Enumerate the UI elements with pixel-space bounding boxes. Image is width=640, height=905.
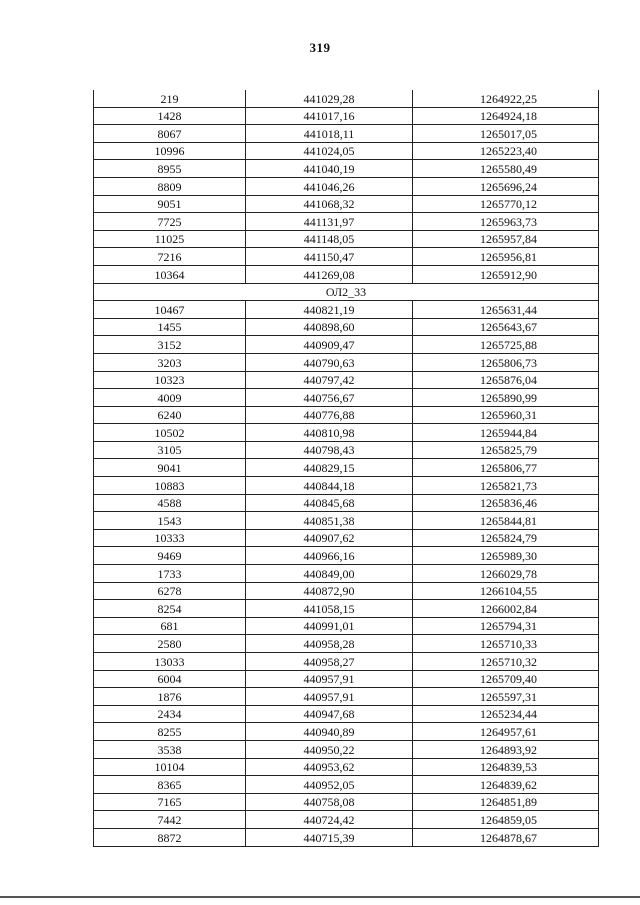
point-number-cell: 6004 <box>94 670 246 688</box>
y-coordinate-cell: 1265580,49 <box>413 160 599 178</box>
y-coordinate-cell: 1265223,40 <box>413 142 599 160</box>
page-number: 319 <box>309 40 331 55</box>
point-number-cell: 1455 <box>94 318 246 336</box>
y-coordinate-cell: 1265844,81 <box>413 512 599 530</box>
table-row <box>94 705 599 723</box>
x-coordinate-cell: 440953,62 <box>246 758 413 776</box>
x-coordinate-cell: 441017,16 <box>246 107 413 125</box>
y-coordinate-cell: 1265806,77 <box>413 459 599 477</box>
point-number-cell: 2580 <box>94 635 246 653</box>
x-coordinate-cell: 440798,43 <box>246 441 413 459</box>
y-coordinate-cell: 1265876,04 <box>413 371 599 389</box>
point-number-cell: 10104 <box>94 758 246 776</box>
point-number-cell: 8255 <box>94 723 246 741</box>
table-row <box>94 670 599 688</box>
x-coordinate-cell: 440950,22 <box>246 740 413 758</box>
x-coordinate-cell: 440715,39 <box>246 828 413 846</box>
table-row <box>94 107 599 125</box>
table-row <box>94 582 599 600</box>
table-row <box>94 688 599 706</box>
point-number-cell: 1543 <box>94 512 246 530</box>
y-coordinate-cell: 1265821,73 <box>413 477 599 495</box>
table-row <box>94 828 599 846</box>
x-coordinate-cell: 441058,15 <box>246 600 413 618</box>
point-number-cell: 3538 <box>94 740 246 758</box>
point-number-cell: 2434 <box>94 705 246 723</box>
y-coordinate-cell: 1265794,31 <box>413 617 599 635</box>
table-row <box>94 353 599 371</box>
y-coordinate-cell: 1265631,44 <box>413 301 599 319</box>
section-header-row <box>94 283 599 301</box>
y-coordinate-cell: 1265956,81 <box>413 248 599 266</box>
point-number-cell: 8067 <box>94 125 246 143</box>
y-coordinate-cell: 1265944,84 <box>413 424 599 442</box>
point-number-cell: 8955 <box>94 160 246 178</box>
point-number-cell: 1876 <box>94 688 246 706</box>
x-coordinate-cell: 441068,32 <box>246 195 413 213</box>
table-row <box>94 600 599 618</box>
x-coordinate-cell: 440957,91 <box>246 688 413 706</box>
coordinates-table <box>93 90 599 847</box>
y-coordinate-cell: 1264851,89 <box>413 793 599 811</box>
point-number-cell: 1428 <box>94 107 246 125</box>
table-row <box>94 177 599 195</box>
point-number-cell: 4588 <box>94 494 246 512</box>
y-coordinate-cell: 1264839,62 <box>413 776 599 794</box>
point-number-cell: 11025 <box>94 230 246 248</box>
x-coordinate-cell: 440940,89 <box>246 723 413 741</box>
table-row <box>94 125 599 143</box>
x-coordinate-cell: 440909,47 <box>246 336 413 354</box>
x-coordinate-cell: 441018,11 <box>246 125 413 143</box>
x-coordinate-cell: 440958,27 <box>246 653 413 671</box>
x-coordinate-cell: 441046,26 <box>246 177 413 195</box>
x-coordinate-cell: 440872,90 <box>246 582 413 600</box>
x-coordinate-cell: 440952,05 <box>246 776 413 794</box>
y-coordinate-cell: 1265957,84 <box>413 230 599 248</box>
y-coordinate-cell: 1265017,05 <box>413 125 599 143</box>
table-row <box>94 213 599 231</box>
y-coordinate-cell: 1266104,55 <box>413 582 599 600</box>
table-row <box>94 318 599 336</box>
y-coordinate-cell: 1264893,92 <box>413 740 599 758</box>
section-label: ОЛ2_33 <box>94 283 599 301</box>
y-coordinate-cell: 1264878,67 <box>413 828 599 846</box>
point-number-cell: 9051 <box>94 195 246 213</box>
table-row <box>94 740 599 758</box>
point-number-cell: 10364 <box>94 265 246 283</box>
x-coordinate-cell: 441029,28 <box>246 90 413 107</box>
y-coordinate-cell: 1265989,30 <box>413 547 599 565</box>
table-row <box>94 477 599 495</box>
y-coordinate-cell: 1265597,31 <box>413 688 599 706</box>
point-number-cell: 1733 <box>94 565 246 583</box>
x-coordinate-cell: 440797,42 <box>246 371 413 389</box>
x-coordinate-cell: 440810,98 <box>246 424 413 442</box>
x-coordinate-cell: 441148,05 <box>246 230 413 248</box>
point-number-cell: 7442 <box>94 811 246 829</box>
table-row <box>94 617 599 635</box>
point-number-cell: 6278 <box>94 582 246 600</box>
x-coordinate-cell: 441024,05 <box>246 142 413 160</box>
y-coordinate-cell: 1265643,67 <box>413 318 599 336</box>
x-coordinate-cell: 440966,16 <box>246 547 413 565</box>
y-coordinate-cell: 1265890,99 <box>413 389 599 407</box>
y-coordinate-cell: 1265824,79 <box>413 529 599 547</box>
y-coordinate-cell: 1265725,88 <box>413 336 599 354</box>
table-row <box>94 776 599 794</box>
table-row <box>94 547 599 565</box>
y-coordinate-cell: 1264839,53 <box>413 758 599 776</box>
x-coordinate-cell: 440947,68 <box>246 705 413 723</box>
point-number-cell: 219 <box>94 90 246 107</box>
y-coordinate-cell: 1265234,44 <box>413 705 599 723</box>
table-row <box>94 441 599 459</box>
x-coordinate-cell: 441131,97 <box>246 213 413 231</box>
table-row <box>94 389 599 407</box>
y-coordinate-cell: 1265963,73 <box>413 213 599 231</box>
table-row <box>94 494 599 512</box>
y-coordinate-cell: 1264957,61 <box>413 723 599 741</box>
table-row <box>94 459 599 477</box>
y-coordinate-cell: 1265825,79 <box>413 441 599 459</box>
point-number-cell: 7216 <box>94 248 246 266</box>
y-coordinate-cell: 1266002,84 <box>413 600 599 618</box>
table-row <box>94 811 599 829</box>
x-coordinate-cell: 440776,88 <box>246 406 413 424</box>
x-coordinate-cell: 440724,42 <box>246 811 413 829</box>
point-number-cell: 9041 <box>94 459 246 477</box>
table-row <box>94 723 599 741</box>
table-row <box>94 248 599 266</box>
table-row <box>94 371 599 389</box>
point-number-cell: 8254 <box>94 600 246 618</box>
y-coordinate-cell: 1265806,73 <box>413 353 599 371</box>
x-coordinate-cell: 441269,08 <box>246 265 413 283</box>
table-row <box>94 793 599 811</box>
point-number-cell: 681 <box>94 617 246 635</box>
x-coordinate-cell: 440758,08 <box>246 793 413 811</box>
point-number-cell: 6240 <box>94 406 246 424</box>
x-coordinate-cell: 441040,19 <box>246 160 413 178</box>
table-row <box>94 336 599 354</box>
x-coordinate-cell: 440844,18 <box>246 477 413 495</box>
y-coordinate-cell: 1265912,90 <box>413 265 599 283</box>
x-coordinate-cell: 440756,67 <box>246 389 413 407</box>
point-number-cell: 10996 <box>94 142 246 160</box>
point-number-cell: 4009 <box>94 389 246 407</box>
table-row <box>94 301 599 319</box>
point-number-cell: 10502 <box>94 424 246 442</box>
table-row <box>94 565 599 583</box>
bottom-rule <box>0 896 640 898</box>
y-coordinate-cell: 1264859,05 <box>413 811 599 829</box>
point-number-cell: 10467 <box>94 301 246 319</box>
x-coordinate-cell: 441150,47 <box>246 248 413 266</box>
x-coordinate-cell: 440898,60 <box>246 318 413 336</box>
table-body <box>94 90 599 846</box>
point-number-cell: 3105 <box>94 441 246 459</box>
table-row <box>94 195 599 213</box>
table-row <box>94 424 599 442</box>
table-row <box>94 406 599 424</box>
point-number-cell: 10883 <box>94 477 246 495</box>
x-coordinate-cell: 440851,38 <box>246 512 413 530</box>
point-number-cell: 7165 <box>94 793 246 811</box>
table-row <box>94 142 599 160</box>
point-number-cell: 3152 <box>94 336 246 354</box>
table-row <box>94 230 599 248</box>
table-row <box>94 758 599 776</box>
y-coordinate-cell: 1265960,31 <box>413 406 599 424</box>
point-number-cell: 10323 <box>94 371 246 389</box>
x-coordinate-cell: 440821,19 <box>246 301 413 319</box>
x-coordinate-cell: 440907,62 <box>246 529 413 547</box>
x-coordinate-cell: 440829,15 <box>246 459 413 477</box>
y-coordinate-cell: 1265710,33 <box>413 635 599 653</box>
y-coordinate-cell: 1266029,78 <box>413 565 599 583</box>
y-coordinate-cell: 1264924,18 <box>413 107 599 125</box>
y-coordinate-cell: 1265770,12 <box>413 195 599 213</box>
x-coordinate-cell: 440849,00 <box>246 565 413 583</box>
table-row <box>94 90 599 107</box>
table-row <box>94 160 599 178</box>
y-coordinate-cell: 1265709,40 <box>413 670 599 688</box>
x-coordinate-cell: 440957,91 <box>246 670 413 688</box>
table-row <box>94 529 599 547</box>
table-row <box>94 635 599 653</box>
x-coordinate-cell: 440991,01 <box>246 617 413 635</box>
point-number-cell: 3203 <box>94 353 246 371</box>
x-coordinate-cell: 440958,28 <box>246 635 413 653</box>
table-row <box>94 512 599 530</box>
table-row <box>94 653 599 671</box>
x-coordinate-cell: 440790,63 <box>246 353 413 371</box>
point-number-cell: 13033 <box>94 653 246 671</box>
point-number-cell: 10333 <box>94 529 246 547</box>
x-coordinate-cell: 440845,68 <box>246 494 413 512</box>
point-number-cell: 8872 <box>94 828 246 846</box>
y-coordinate-cell: 1265710,32 <box>413 653 599 671</box>
table-row <box>94 265 599 283</box>
point-number-cell: 9469 <box>94 547 246 565</box>
y-coordinate-cell: 1265836,46 <box>413 494 599 512</box>
point-number-cell: 8365 <box>94 776 246 794</box>
y-coordinate-cell: 1265696,24 <box>413 177 599 195</box>
point-number-cell: 8809 <box>94 177 246 195</box>
point-number-cell: 7725 <box>94 213 246 231</box>
y-coordinate-cell: 1264922,25 <box>413 90 599 107</box>
